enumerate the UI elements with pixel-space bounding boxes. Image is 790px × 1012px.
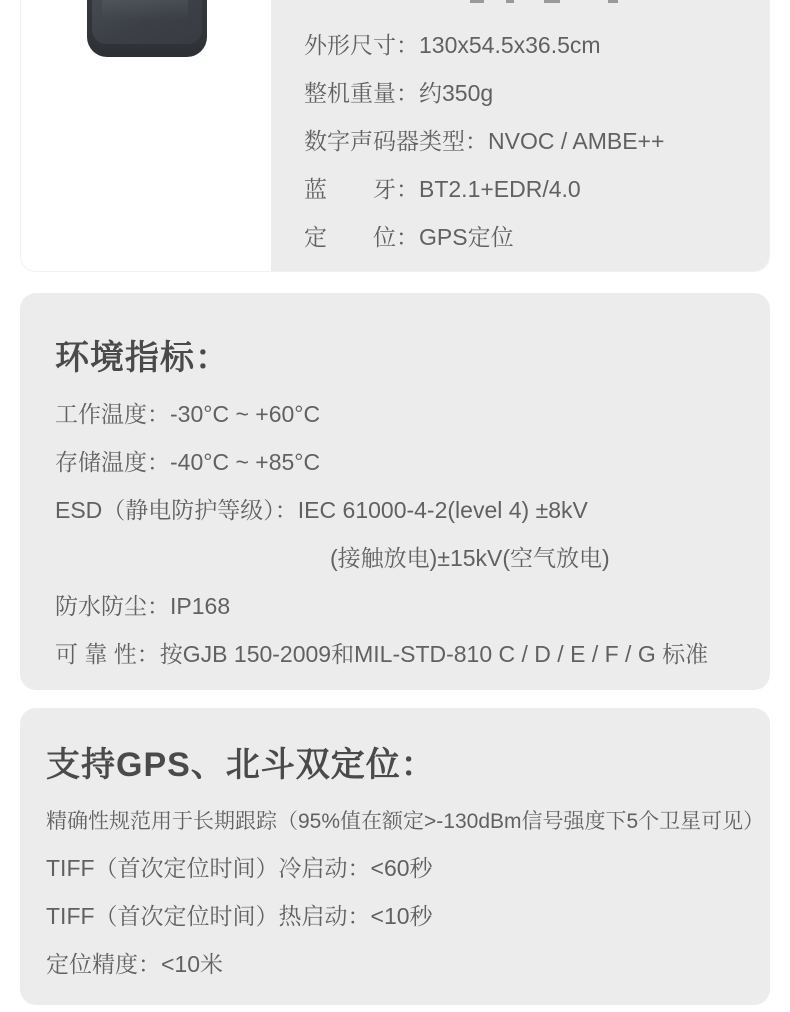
env-line-esd: ESD（静电防护等级）：IEC 61000-4-2(level 4) ±8kV (55, 497, 588, 523)
gps-accuracy-note: 精确性规范用于长期跟踪（95%值在额定>-130dBm信号强度下5个卫星可见） (46, 810, 765, 833)
environment-card (20, 293, 770, 690)
gps-line-hot-start: TIFF（首次定位时间）热启动：<10秒 (46, 903, 433, 929)
env-line-waterproof: 防水防尘：IP168 (55, 593, 231, 619)
environment-spec-list (55, 390, 770, 678)
product-photo-pane (21, 0, 271, 271)
spec-line-vocoder: 数字声码器类型：NVOC / AMBE++ (304, 128, 665, 154)
spec-line-positioning: 定 位：GPS定位 (304, 224, 514, 250)
product-spec-card (20, 0, 770, 272)
env-line-storage-temp: 存储温度：-40°C ~ +85°C (55, 449, 321, 475)
gps-line-accuracy: 定位精度：<10米 (46, 951, 224, 977)
gps-spec-list (46, 844, 770, 988)
basic-spec-panel (271, 0, 769, 271)
gps-card (20, 708, 770, 1005)
gps-heading: 支持GPS、北斗双定位： (46, 746, 436, 784)
spec-line-bluetooth: 蓝 牙：BT2.1+EDR/4.0 (304, 176, 581, 202)
product-photo-highlight (102, 0, 188, 20)
environment-heading: 环境指标： (55, 339, 230, 377)
product-photo (87, 0, 207, 57)
env-line-reliability: 可 靠 性：按GJB 150-2009和MIL-STD-810 C / D / E / F / G 标准 (55, 641, 709, 667)
spec-line-weight: 整机重量：约350g (304, 80, 494, 106)
product-photo-device-face (92, 0, 202, 44)
env-line-operating-temp: 工作温度：-30°C ~ +60°C (55, 401, 321, 427)
env-line-esd-continued: (接触放电)±15kV(空气放电) (330, 545, 610, 571)
gps-line-cold-start: TIFF（首次定位时间）冷启动：<60秒 (46, 855, 433, 881)
spec-line-dimensions: 外形尺寸：130x54.5x36.5cm (304, 32, 601, 58)
